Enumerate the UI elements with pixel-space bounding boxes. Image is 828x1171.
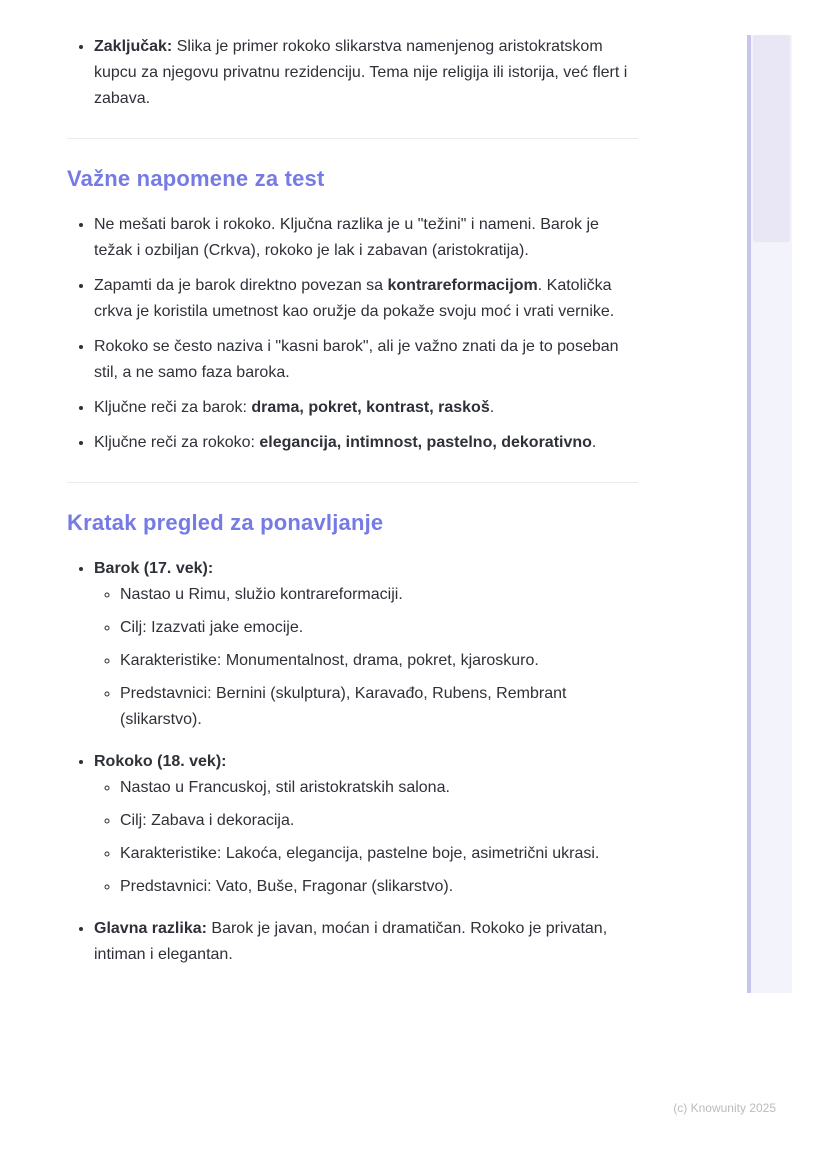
bullet-bold-text: Rokoko (18. vek):	[94, 753, 227, 770]
bullet-item	[94, 430, 638, 456]
sub-bullet-item: ◦ Predstavnici: Bernini (skulptura), Karavađo, Rubens, Rembrant (slikarstvo).	[120, 681, 638, 733]
section-kratak-pregled	[67, 510, 638, 968]
copyright-text: (c) Knowunity 2025	[673, 1101, 776, 1115]
bullet-list	[67, 556, 638, 968]
bullet-text: Barok je javan, moćan i dramatičan. Rokoko je privatan, intiman i elegantan.	[94, 920, 608, 963]
document-content	[67, 0, 638, 984]
scrollbar-track[interactable]	[747, 35, 792, 993]
bullet-bold-text: drama, pokret, kontrast, raskoš	[251, 399, 490, 416]
section-heading: Važne napomene za test	[67, 166, 325, 191]
sub-bullet-list	[94, 582, 638, 733]
sub-bullet-item: ◦ Nastao u Francuskoj, stil aristokratskih salona.	[120, 775, 638, 801]
bullet-item	[94, 273, 638, 325]
bullet-item	[94, 334, 638, 386]
section-heading: Kratak pregled za ponavljanje	[67, 510, 384, 535]
bullet-text: Ključne reči za rokoko:	[94, 434, 260, 451]
bullet-bold-text: kontrareformacijom	[387, 277, 538, 294]
bullet-item	[94, 212, 638, 264]
bullet-text: Ne mešati barok i rokoko. Ključna razlika je u "težini" i nameni. Barok je težak i ozbiljan (Crkva), rokoko je lak i zabavan (aristokratija).	[94, 216, 599, 259]
bullet-item	[94, 749, 638, 900]
bullet-text: Slika je primer rokoko slikarstva namenjenog aristokratskom kupcu za njegovu privatnu rezidenciju. Tema nije religija ili istorija, već flert i zabava.	[94, 38, 628, 107]
scrollbar-thumb[interactable]	[753, 35, 790, 242]
section-vazne-napomene	[67, 166, 638, 456]
scrollbar-edge-line	[747, 35, 751, 993]
sub-bullet-item: ◦ Cilj: Izazvati jake emocije.	[120, 615, 638, 641]
sub-bullet-item: ◦ Karakteristike: Lakoća, elegancija, pastelne boje, asimetrični ukrasi.	[120, 841, 638, 867]
bullet-text: .	[489, 399, 495, 416]
bullet-bold-text: Glavna razlika:	[94, 920, 207, 937]
bullet-bold-text: elegancija, intimnost, pastelno, dekorativno	[259, 434, 592, 451]
bullet-text: .	[591, 434, 597, 451]
bullet-text: . Katolička crkva je koristila umetnost kao oružje da pokaže svoju moć i vrati vernike.	[94, 277, 615, 320]
divider	[67, 482, 638, 483]
sub-bullet-item: ◦ Cilj: Zabava i dekoracija.	[120, 808, 638, 834]
bullet-item	[94, 34, 638, 112]
bullet-text: Ključne reči za barok:	[94, 399, 252, 416]
sub-bullet-item: ◦ Nastao u Rimu, služio kontrareformaciji.	[120, 582, 638, 608]
sub-bullet-list	[94, 775, 638, 900]
bullet-item	[94, 916, 638, 968]
bullet-item	[94, 556, 638, 733]
bullet-bold-text: Barok (17. vek):	[94, 560, 214, 577]
sub-bullet-item: ◦ Predstavnici: Vato, Buše, Fragonar (slikarstvo).	[120, 874, 638, 900]
bullet-item	[94, 395, 638, 421]
bullet-text: Rokoko se često naziva i "kasni barok", ali je važno znati da je to poseban stil, a ne samo faza baroka.	[94, 338, 619, 381]
bullet-bold-text: Zaključak:	[94, 38, 173, 55]
bullet-list	[67, 212, 638, 456]
divider	[67, 138, 638, 139]
intro-list	[67, 34, 638, 112]
bullet-text: Zapamti da je barok direktno povezan sa	[94, 277, 388, 294]
sub-bullet-item: ◦ Karakteristike: Monumentalnost, drama, pokret, kjaroskuro.	[120, 648, 638, 674]
